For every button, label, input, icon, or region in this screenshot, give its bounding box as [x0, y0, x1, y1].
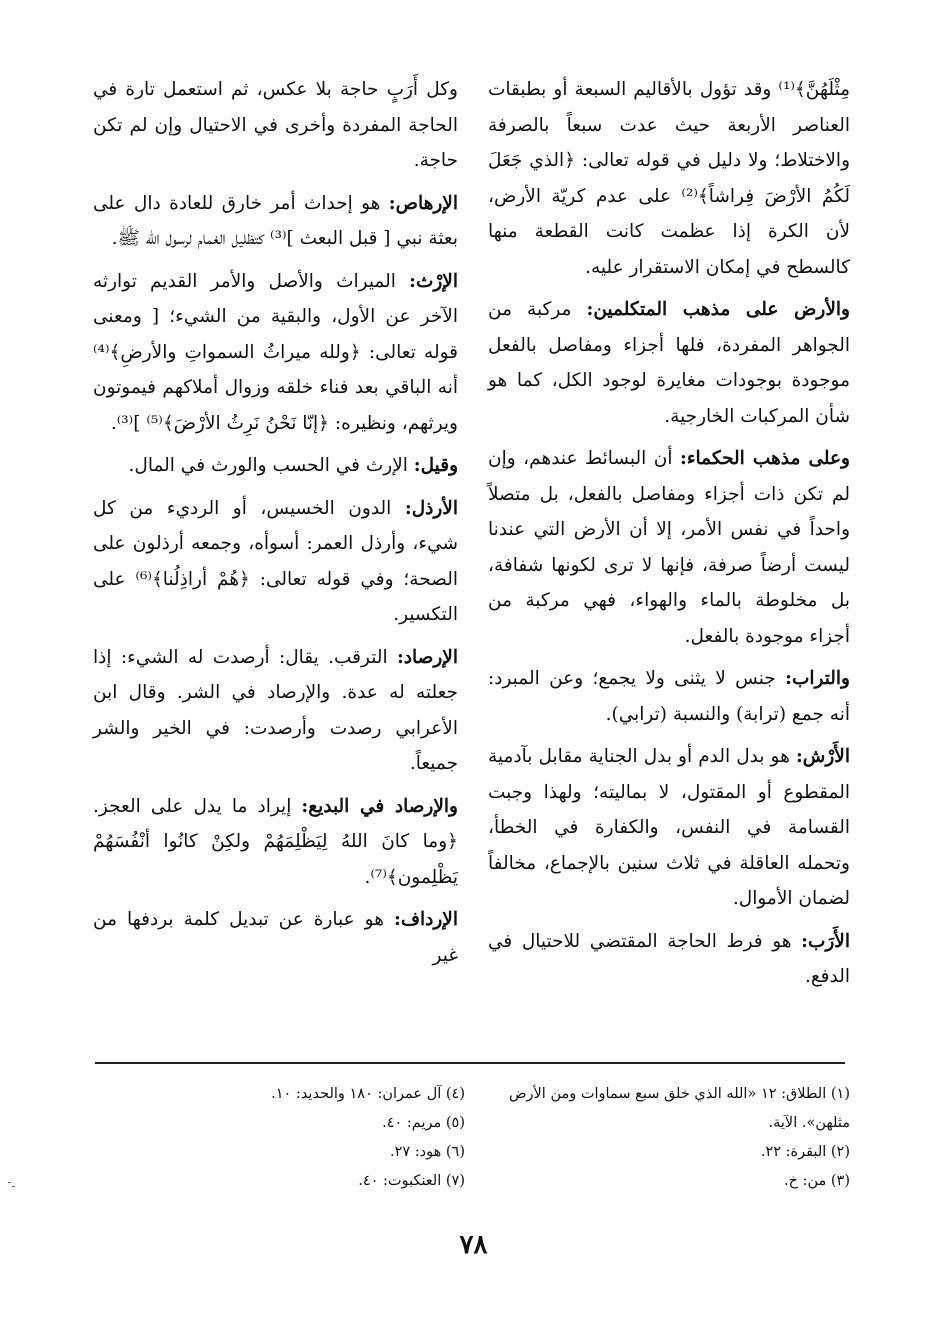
paragraph: [93, 264, 458, 442]
footnote: (٦) هود: ٢٧.: [389, 1144, 465, 1160]
footnote: (٤) آل عمران: ١٨٠ والحديد: ١٠.: [271, 1086, 465, 1102]
entry-term: وعلى مذهب الحكماء:: [680, 448, 850, 469]
entry-text: أن البسائط عندهم، وإن لم تكن ذات أجزاء ومفاصل بالفعل، بل متصلاً واحداً في نفس الأمر، إلا أن الأرض التي عندنا ليست أرضاً صرفة، فإنها لا ترى لكونها شفافة، بل مخلوطة بالماء والهواء، فهي مركبة من أجزاء موجودة بالفعل.: [488, 448, 850, 647]
entry-term: الأرذل:: [404, 497, 458, 519]
entry-term: الإرهاص:: [388, 192, 458, 214]
footnotes-left: [180, 1080, 465, 1196]
paragraph: [488, 739, 850, 917]
entry-text: مركبة من الجواهر المفردة، فلها أجزاء ومفاصل بالفعل موجودة بوجودات مغايرة لوجود الكل، كما هو شأن المركبات الخارجية.: [488, 299, 850, 427]
entry-term: الأَرْش:: [795, 746, 850, 767]
scan-speck: [8, 1182, 11, 1183]
entry-text: الإرث في الحسب والورث في المال.: [128, 455, 408, 476]
paragraph: [93, 902, 458, 973]
entry-text: هو إحداث أمر خارق للعادة دال على بعثة نبي [ قبل البعث ]⁽³⁾ كتظليل الغمام لرسول الله ﷺ.: [93, 192, 458, 249]
footnote: (٥) مريم: ٤٠.: [382, 1115, 465, 1131]
paragraph: [488, 441, 850, 654]
paragraph: [488, 924, 850, 995]
footnote: (٧) العنكبوت: ٤٠.: [358, 1173, 465, 1189]
right-text-column: [488, 72, 850, 1002]
footnote: (٣) من: خ.: [783, 1173, 850, 1189]
entry-term: الإرْث:: [409, 270, 458, 292]
paragraph: [93, 640, 458, 782]
entry-text: جنس لا يثنى ولا يجمع؛ وعن المبرد: أنه جمع (ترابة) والنسبة (ترابي).: [488, 668, 850, 725]
paragraph: [488, 661, 850, 732]
footnotes-right: [470, 1080, 850, 1196]
paragraph: [93, 491, 458, 633]
paragraph: [93, 789, 458, 896]
entry-term: وقيل:: [413, 455, 458, 476]
footnote: (٢) البقرة: ٢٢.: [760, 1144, 850, 1160]
entry-text: الميراث والأصل والأمر القديم توارثه الآخر عن الأول، والبقية من الشيء؛ [ ومعنى قوله تعالى: ﴿ولله ميراثُ السمواتِ والأرضِ﴾⁽⁴⁾ أنه الباقي بعد فناء خلقه وزوال أملاكهم فيموتون ويرثهم، ونظيره: ﴿إنّا نَحْنُ نَرِثُ الأرْضَ﴾⁽⁵⁾ ]⁽³⁾.: [93, 270, 458, 434]
entry-text: الدون الخسيس، أو الرديء من كل شيء، وأرذل العمر: أسوأه، وجمعه أرذلون على الصحة؛ وفي قوله تعالى: ﴿هُمْ أراذِلُنا﴾⁽⁶⁾ على التكسير.: [93, 497, 458, 625]
paragraph: [93, 186, 458, 257]
paragraph: [93, 448, 458, 484]
entry-text: وكل أَرَبٍ حاجة بلا عكس، ثم استعمل تارة في الحاجة المفردة وأخرى في الاحتيال وإن لم تكن حاجة.: [93, 79, 458, 171]
entry-term: والتراب:: [785, 668, 850, 689]
left-text-column: [93, 72, 458, 980]
entry-text: مِثْلَهُنَّ﴾⁽¹⁾ وقد تؤول بالأقاليم السبعة أو بطبقات العناصر الأربعة حيث عدت سبعاً بالصرفة والاختلاط؛ ولا دليل في قوله تعالى: ﴿الذي جَعَلَ لَكُمُ الأرْضَ فِراشاً﴾⁽²⁾ على عدم كريّة الأرض، لأن الكرة إذا عظمت كانت القطعة منها كالسطح في إمكان الاستقرار عليه.: [488, 79, 850, 278]
entry-text: هو فرط الحاجة المقتضي للاحتيال في الدفع.: [488, 930, 850, 987]
scan-speck: [12, 1186, 15, 1187]
entry-term: الأَرَب:: [801, 930, 850, 952]
paragraph: [93, 72, 458, 179]
entry-text: هو بدل الدم أو بدل الجناية مقابل بآدمية المقطوع أو المقتول، لا بماليته؛ ولهذا وجبت القسامة في النفس، والكفارة في الخطأ، وتحمله العاقلة في ثلاث سنين بالإجماع، مخالفاً لضمان الأموال.: [488, 746, 850, 909]
entry-term: الإرداف:: [393, 909, 458, 930]
footnote: (١) الطلاق: ١٢ «الله الذي خلق سبع سماوات ومن الأرض مثلهن». الآية.: [509, 1086, 850, 1131]
entry-term: والإرصاد في البديع:: [301, 795, 458, 817]
footnote-divider: [95, 1062, 845, 1064]
entry-text: الترقب. يقال: أرصدت له الشيء: إذا جعلته له عدة. والإرصاد في الشر. وقال ابن الأعرابي رصدت وأرصدت: في الخير والشر جميعاً.: [93, 646, 458, 774]
entry-text: هو عبارة عن تبديل كلمة بردفها من غير: [93, 909, 458, 966]
entry-term: الإرصاد:: [396, 646, 458, 668]
paragraph: [488, 72, 850, 285]
paragraph: [488, 292, 850, 434]
page-number: ٧٨: [459, 1230, 488, 1260]
entry-term: والأرض على مذهب المتكلمين:: [586, 299, 850, 320]
entry-text: إيراد ما يدل على العجز. ﴿وما كانَ اللهُ لِيَظْلِمَهُمْ ولكِنْ كانُوا أنْفُسَهُمْ يَظْلِمون﴾⁽⁷⁾.: [93, 795, 458, 888]
